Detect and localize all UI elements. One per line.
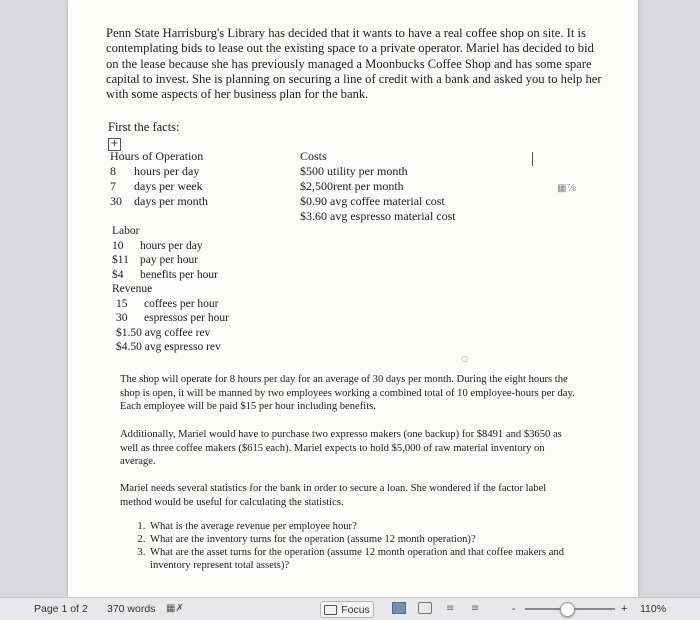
cost-row: $3.60 avg espresso material cost [300,209,456,223]
labor-row: $4 benefits per hour [112,268,218,281]
page-count[interactable]: Page 1 of 2 [34,603,88,615]
status-bar [0,597,700,620]
hours-row: 7 days per week [110,179,203,193]
cost-row: $500 utility per month [300,164,408,178]
focus-icon [324,605,337,615]
additional-paragraph: Additionally, Mariel would have to purchase two expresso makers (one backup) for $8491 and $3650 as well as three coffee makers ($615 each). Mariel expects to hold $5,000 of raw material inventory on average. [120,429,562,467]
costs-title: Costs [300,149,327,163]
operate-paragraph: The shop will operate for 8 hours per day for an average of 30 days per month. During the eight hours the shop is open, it will be manned by two employees working a combined total of 10 employee-hours per day. Each employee will be paid $15 per hour including benefits. [120,374,575,412]
hours-block [110,149,208,209]
hours-row: 8 hours per day [110,164,200,178]
document-page[interactable] [68,0,638,597]
revenue-block [112,282,229,355]
labor-row: 10 hours per day [112,239,203,252]
focus-button[interactable] [320,601,374,618]
outline-icon[interactable]: ≡ [446,603,455,614]
cost-row: $0.90 avg coffee material cost [300,194,445,208]
list-item: 1. What is the average revenue per employee hour? [148,520,568,533]
list-item: 3. What are the asset turns for the operation (assume 12 month operation and that coffee makers and inventory represent total assets)? [148,546,568,572]
anchor-mark-icon: ○ [461,354,468,363]
list-item: 2. What are the inventory turns for the operation (assume 12 month operation)? [148,533,568,546]
cost-row: $2,500rent per month [300,179,404,193]
proofing-icon[interactable]: ▦✗ [166,603,184,614]
table-move-handle-icon[interactable]: + [108,138,121,151]
labor-block [112,224,218,282]
zoom-level[interactable]: 110% [640,603,667,615]
print-layout-icon[interactable] [392,602,406,614]
zoom-out-button[interactable]: - [512,603,516,615]
revenue-row: $4.50 avg espresso rev [116,341,221,353]
revenue-title: Revenue [112,283,153,295]
labor-row: $11 pay per hour [112,254,199,266]
focus-label: Focus [341,603,370,616]
web-layout-icon[interactable] [418,602,432,614]
intro-paragraph: Penn State Harrisburg's Library has decided that it wants to have a real coffee shop on site. It is contemplating bids to lease out the existing space to a private operator. Mariel has decided to bid on the lease because she has previously managed a Moonbucks Coffee Shop and has some spare capital to invest. She is planning on securing a line of credit with a bank and asked you to help her with some aspects of her business plan for the bank. [106,26,602,102]
facts-label: First the facts: [108,120,180,134]
draft-icon[interactable]: ≡ [471,603,480,614]
hours-row: 30 days per month [110,194,208,208]
labor-title: Labor [112,225,140,237]
zoom-in-button[interactable]: + [621,603,628,615]
hours-title: Hours of Operation [110,149,204,163]
statistics-paragraph: Mariel needs several statistics for the bank in order to secure a loan. She wondered if the factor label method would be useful for calculating the statistics. [120,483,547,508]
question-list [128,520,568,572]
zoom-slider-thumb[interactable] [560,602,575,617]
proofing-icon[interactable]: ▦⅞ [557,183,577,194]
text-cursor [532,152,533,166]
costs-block [300,149,456,224]
word-count[interactable]: 370 words [107,603,156,615]
revenue-row: 15 coffees per hour [116,297,219,310]
revenue-row: $1.50 avg coffee rev [116,326,211,339]
revenue-row: 30 espressos per hour [116,312,229,324]
